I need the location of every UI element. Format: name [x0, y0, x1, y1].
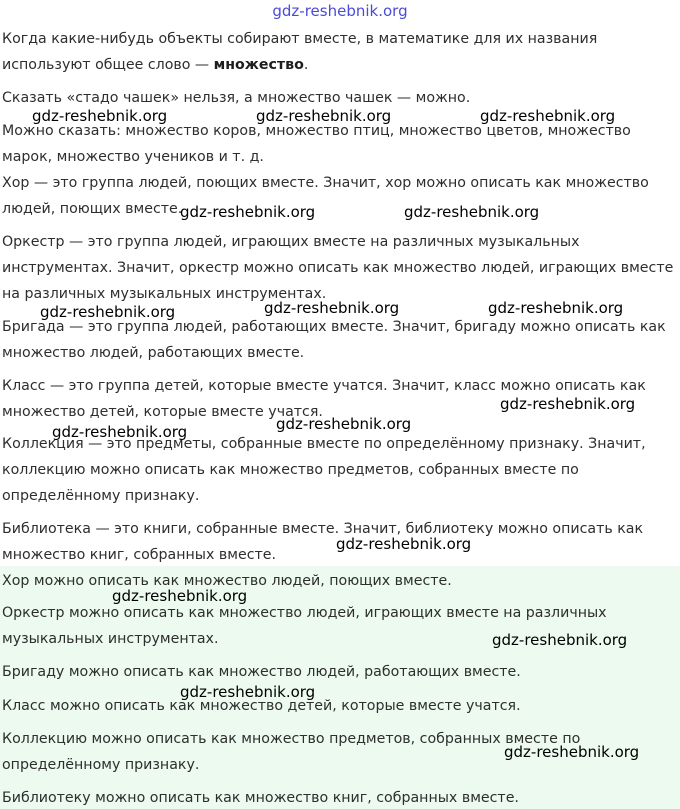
paragraph-line: Бригада — это группа людей, работающих вместе. Значит, бригаду можно описать как	[2, 319, 666, 335]
paragraph-line: марок, множество учеников и т. д.	[2, 149, 264, 165]
intro-line-2: используют общее слово — множество.	[2, 57, 309, 73]
watermark: gdz-reshebnik.org	[480, 107, 616, 125]
site-header-watermark[interactable]: gdz-reshebnik.org	[272, 2, 408, 20]
paragraph-line: коллекцию можно описать как множество предметов, собранных вместе по	[2, 462, 579, 478]
paragraph-line: Сказать «стадо чашек» нельзя, а множество чашек — можно.	[2, 90, 471, 106]
paragraph-line: людей, поющих вместе.	[2, 201, 183, 217]
paragraph-line: Библиотека — это книги, собранные вместе. Значит, библиотеку можно описать как	[2, 521, 644, 537]
paragraph-line: Можно сказать: множество коров, множество птиц, множество цветов, множество	[2, 123, 631, 139]
watermark: gdz-reshebnik.org	[500, 395, 636, 413]
answer-line: Бригаду можно описать как множество людей, работающих вместе.	[2, 664, 521, 680]
watermark: gdz-reshebnik.org	[336, 535, 472, 553]
answer-line: Хор можно описать как множество людей, поющих вместе.	[2, 573, 452, 589]
watermark: gdz-reshebnik.org	[492, 631, 628, 649]
paragraph-line: множество книг, собранных вместе.	[2, 547, 277, 563]
paragraph-line: Класс — это группа детей, которые вместе учатся. Значит, класс можно описать как	[2, 378, 646, 394]
watermark: gdz-reshebnik.org	[32, 107, 168, 125]
paragraph-line: инструментах. Значит, оркестр можно описать как множество людей, играющих вместе	[2, 260, 674, 276]
paragraph-line: множество детей, которые вместе учатся.	[2, 404, 323, 420]
paragraph-line: Оркестр — это группа людей, играющих вместе на различных музыкальных	[2, 234, 580, 250]
paragraph-line: Коллекция — это предметы, собранные вместе по определённому признаку. Значит,	[2, 436, 646, 452]
watermark: gdz-reshebnik.org	[276, 415, 412, 433]
watermark: gdz-reshebnik.org	[256, 107, 392, 125]
watermark: gdz-reshebnik.org	[404, 203, 540, 221]
paragraph-line: множество людей, работающих вместе.	[2, 345, 305, 361]
paragraph-line: на различных музыкальных инструментах.	[2, 286, 327, 302]
answer-line: Класс можно описать как множество детей, которые вместе учатся.	[2, 698, 521, 714]
intro-line-1: Когда какие-нибудь объекты собирают вместе, в математике для их названия	[2, 31, 598, 47]
answer-line: Коллекцию можно описать как множество предметов, собранных вместе по	[2, 731, 581, 747]
watermark: gdz-reshebnik.org	[40, 303, 176, 321]
answer-line: Библиотеку можно описать как множество книг, собранных вместе.	[2, 790, 519, 806]
watermark: gdz-reshebnik.org	[180, 683, 316, 701]
watermark: gdz-reshebnik.org	[264, 299, 400, 317]
watermark: gdz-reshebnik.org	[112, 587, 248, 605]
answer-line: музыкальных инструментах.	[2, 631, 219, 647]
answer-line: Оркестр можно описать как множество людей, играющих вместе на различных	[2, 605, 607, 621]
paragraph-line: Хор — это группа людей, поющих вместе. Значит, хор можно описать как множество	[2, 175, 649, 191]
answer-line: определённому признаку.	[2, 757, 200, 773]
watermark: gdz-reshebnik.org	[504, 743, 640, 761]
watermark: gdz-reshebnik.org	[488, 299, 624, 317]
watermark: gdz-reshebnik.org	[180, 203, 316, 221]
term-set: множество	[213, 57, 304, 73]
watermark: gdz-reshebnik.org	[52, 423, 188, 441]
paragraph-line: определённому признаку.	[2, 488, 200, 504]
